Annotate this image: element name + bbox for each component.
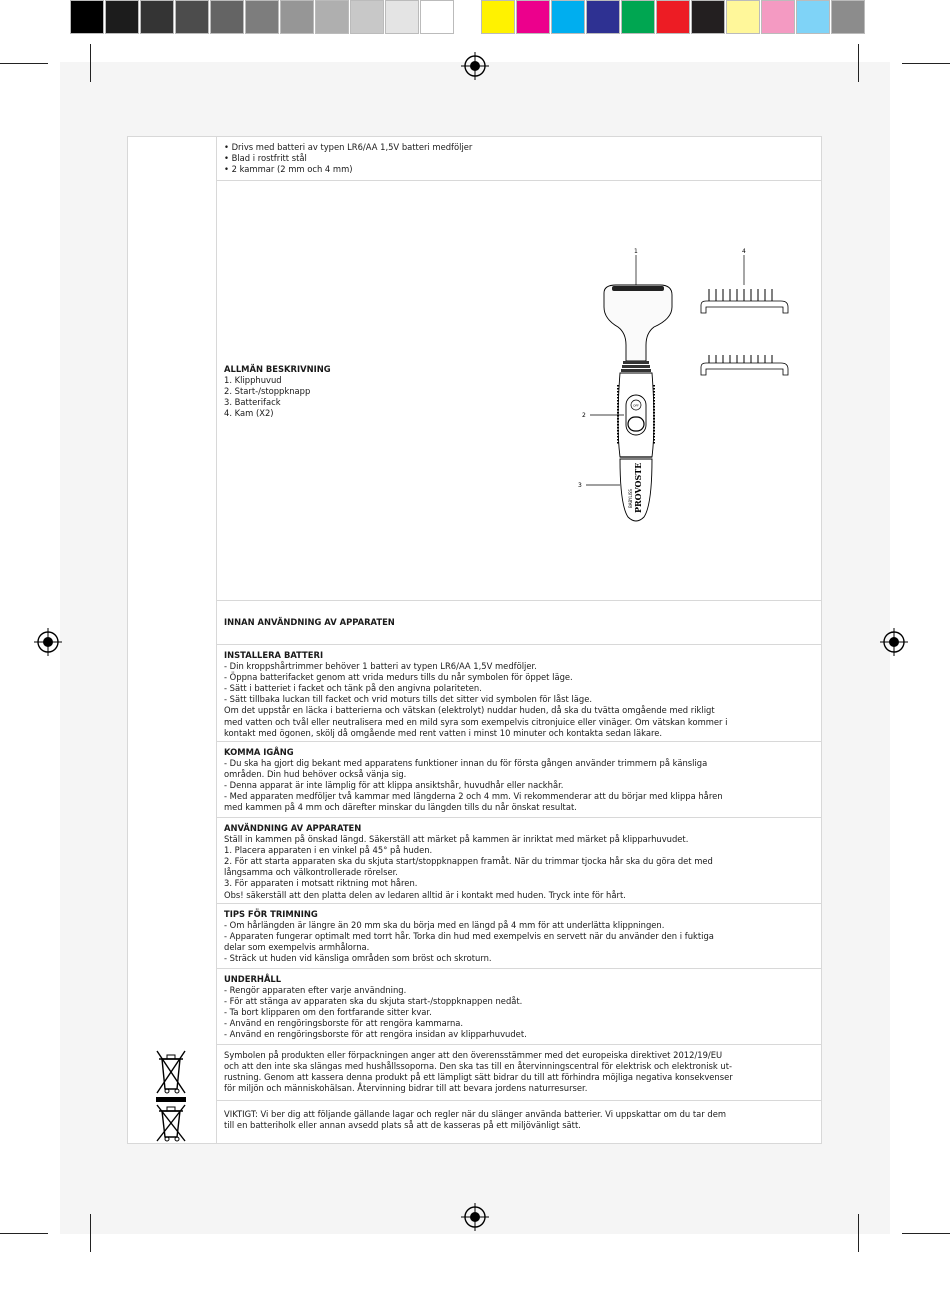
maintenance-line: - Använd en rengöringsborste för att rengöra insidan av klipparhuvudet. bbox=[224, 1029, 527, 1040]
getting-started-line: - Du ska ha gjort dig bekant med apparatens funktioner innan du för första gången använder trimmern på känsliga bbox=[224, 758, 708, 769]
battery-line: kontakt med ögonen, skölj då omgående med rent vatten i minst 10 minuter och kontakta sedan läkare. bbox=[224, 727, 663, 738]
figure-label-1: 1 bbox=[634, 248, 638, 255]
color-swatch bbox=[831, 0, 865, 34]
crop-mark bbox=[902, 1233, 950, 1234]
general-description-section bbox=[216, 181, 821, 601]
battery-line: - Öppna batterifacket genom att vrida medurs tills du når symbolen för öppet läge. bbox=[224, 672, 573, 683]
usage-line: Ställ in kammen på önskad längd. Säkerställ att märket på kammen är inriktat med märket på klipparhuvudet. bbox=[224, 834, 689, 845]
color-swatch bbox=[385, 0, 419, 34]
tips-section bbox=[216, 904, 821, 969]
usage-title: ANVÄNDNING AV APPARATEN bbox=[224, 823, 362, 833]
general-item: 1. Klipphuvud bbox=[224, 375, 282, 386]
weee-line: och att den inte ska slängas med hushållssoporna. Den ska tas till en återvinningscentral för elektrisk och elektronisk ut- bbox=[224, 1061, 733, 1072]
crop-mark bbox=[858, 1214, 859, 1252]
registration-mark-icon bbox=[34, 628, 62, 656]
usage-section bbox=[216, 818, 821, 904]
battery-line: - Sätt i batteriet i facket och tänk på den angivna polariteten. bbox=[224, 683, 482, 694]
color-swatch bbox=[726, 0, 760, 34]
color-swatch bbox=[175, 0, 209, 34]
getting-started-line: områden. Din hud behöver också vänja sig. bbox=[224, 769, 407, 780]
general-item: 4. Kam (X2) bbox=[224, 408, 274, 419]
color-swatch bbox=[481, 0, 515, 34]
figure-label-4: 4 bbox=[742, 248, 746, 255]
brand-label: PROVOSTE bbox=[633, 462, 643, 513]
before-use-title: INNAN ANVÄNDNING AV APPARATEN bbox=[224, 617, 395, 627]
general-item: 2. Start-/stoppknapp bbox=[224, 386, 311, 397]
color-swatch bbox=[796, 0, 830, 34]
tips-line: delar som exempelvis armhålorna. bbox=[224, 942, 370, 953]
usage-line: 2. För att starta apparaten ska du skjuta start/stoppknappen framåt. När du trimmar tjocka hår ska du göra det med bbox=[224, 856, 713, 867]
comb-icon bbox=[701, 289, 788, 313]
color-swatch bbox=[516, 0, 550, 34]
color-bar bbox=[481, 0, 866, 38]
getting-started-line: - Med apparaten medföljer två kammar med längderna 2 och 4 mm. Vi rekommenderar att du börjar med klippa håren bbox=[224, 791, 723, 802]
getting-started-line: med kammen på 4 mm och därefter minskar du längden tills du når önskat resultat. bbox=[224, 802, 577, 813]
color-swatch bbox=[420, 0, 454, 34]
color-swatch bbox=[245, 0, 279, 34]
color-swatch bbox=[586, 0, 620, 34]
maintenance-line: - Ta bort klipparen om den fortfarande sitter kvar. bbox=[224, 1007, 432, 1018]
install-battery-section bbox=[216, 645, 821, 742]
comb-icon bbox=[701, 355, 788, 375]
color-swatch bbox=[691, 0, 725, 34]
general-title: ALLMÄN BESKRIVNING bbox=[224, 364, 331, 374]
color-swatch bbox=[551, 0, 585, 34]
registration-mark-icon bbox=[461, 1203, 489, 1231]
color-swatch bbox=[761, 0, 795, 34]
usage-line: 3. För apparaten i motsatt riktning mot håren. bbox=[224, 878, 418, 889]
features-section bbox=[216, 137, 821, 181]
weee-line: för miljön och människohälsan. Återvinning bidrar till att bevara jordens naturresurser. bbox=[224, 1083, 588, 1094]
getting-started-title: KOMMA IGÅNG bbox=[224, 747, 294, 757]
getting-started-line: - Denna apparat är inte lämplig för att klippa ansiktshår, huvudhår eller nackhår. bbox=[224, 780, 564, 791]
maintenance-title: UNDERHÅLL bbox=[224, 974, 282, 984]
usage-line: Obs! säkerställ att den platta delen av ledaren alltid är i kontakt med huden. Tryck inte för hårt. bbox=[224, 889, 626, 900]
crop-mark bbox=[90, 44, 91, 82]
color-swatch bbox=[621, 0, 655, 34]
crop-mark bbox=[90, 1214, 91, 1252]
color-swatch bbox=[350, 0, 384, 34]
tips-title: TIPS FÖR TRIMNING bbox=[224, 909, 318, 919]
feature-line: • Drivs med batteri av typen LR6/AA 1,5V batteri medföljer bbox=[224, 142, 473, 152]
weee-section bbox=[216, 1045, 821, 1101]
figure-label-2: 2 bbox=[582, 412, 586, 419]
crop-mark bbox=[0, 1233, 48, 1234]
maintenance-section bbox=[216, 969, 821, 1045]
general-item: 3. Batterifack bbox=[224, 397, 281, 408]
battery-line: - Din kroppshårtrimmer behöver 1 batteri av typen LR6/AA 1,5V medföljer. bbox=[224, 661, 537, 672]
maintenance-line: - Använd en rengöringsborste för att rengöra kammarna. bbox=[224, 1018, 464, 1029]
weee-line: Symbolen på produkten eller förpackningen anger att den överensstämmer med det europeiska direktivet 2012/19/EU bbox=[224, 1050, 723, 1060]
registration-mark-icon bbox=[880, 628, 908, 656]
feature-line: • Blad i rostfritt stål bbox=[224, 153, 307, 164]
tips-line: - Sträck ut huden vid känsliga områden som bröst och skroturn. bbox=[224, 953, 492, 964]
weee-line: rustning. Genom att kassera denna produkt på ett lämpligt sätt bidrar du till att förhindra möjliga negativa konsekvenser bbox=[224, 1072, 733, 1083]
batteries-notice-line: VIKTIGT: Vi ber dig att följande gällande lagar och regler när du slänger använda batterier. Vi uppskattar om du tar dem bbox=[224, 1109, 727, 1119]
grayscale-bar bbox=[70, 0, 455, 38]
maintenance-line: - Rengör apparaten efter varje användning. bbox=[224, 985, 407, 996]
switch-label: OFF bbox=[633, 403, 639, 408]
color-swatch bbox=[210, 0, 244, 34]
color-swatch bbox=[105, 0, 139, 34]
getting-started-section bbox=[216, 742, 821, 818]
color-swatch bbox=[70, 0, 104, 34]
crop-mark bbox=[0, 63, 48, 64]
usage-line: långsamma och välkontrollerade rörelser. bbox=[224, 867, 398, 878]
figure-label-3: 3 bbox=[578, 482, 582, 489]
crossed-bin-icon bbox=[153, 1047, 189, 1103]
battery-line: Om det uppstår en läcka i batterierna och vätskan (elektrolyt) nuddar huden, då ska du tvätta omgående med rikligt bbox=[224, 705, 715, 716]
color-swatch bbox=[315, 0, 349, 34]
trimmer-illustration bbox=[576, 245, 806, 535]
before-use-section bbox=[216, 601, 821, 645]
crop-mark bbox=[902, 63, 950, 64]
batteries-notice-section bbox=[216, 1101, 821, 1145]
manual-page bbox=[127, 136, 822, 1144]
maintenance-line: - För att stänga av apparaten ska du skjuta start-/stoppknappen nedåt. bbox=[224, 996, 523, 1007]
icon-column bbox=[128, 137, 217, 1143]
registration-mark-icon bbox=[461, 52, 489, 80]
batteries-notice-line: till en batteriholk eller annan avsedd plats så att de kasseras på ett miljövänligt sätt. bbox=[224, 1120, 581, 1131]
tips-line: - Om hårlängden är längre än 20 mm ska du börja med en längd på 4 mm för att underlätta klippningen. bbox=[224, 920, 665, 931]
crop-mark bbox=[858, 44, 859, 82]
battery-line: med vatten och tvål eller neutralisera med en mild syra som exempelvis citronjuice eller vinäger. Om vätskan kommer i bbox=[224, 716, 728, 727]
battery-line: - Sätt tillbaka luckan till facket och vrid moturs tills det sitter vid symbolen för låst läge. bbox=[224, 694, 593, 705]
feature-line: • 2 kammar (2 mm och 4 mm) bbox=[224, 164, 353, 175]
usage-line: 1. Placera apparaten i en vinkel på 45° på huden. bbox=[224, 845, 433, 856]
color-swatch bbox=[280, 0, 314, 34]
crossed-bin-icon bbox=[153, 1103, 189, 1143]
color-swatch bbox=[140, 0, 174, 34]
color-swatch bbox=[656, 0, 690, 34]
tips-line: - Apparaten fungerar optimalt med torrt hår. Torka din hud med exempelvis en servett när du använder den i fuktiga bbox=[224, 931, 714, 942]
brand-small-label: BABYLISS bbox=[628, 489, 633, 508]
battery-title: INSTALLERA BATTERI bbox=[224, 650, 324, 660]
